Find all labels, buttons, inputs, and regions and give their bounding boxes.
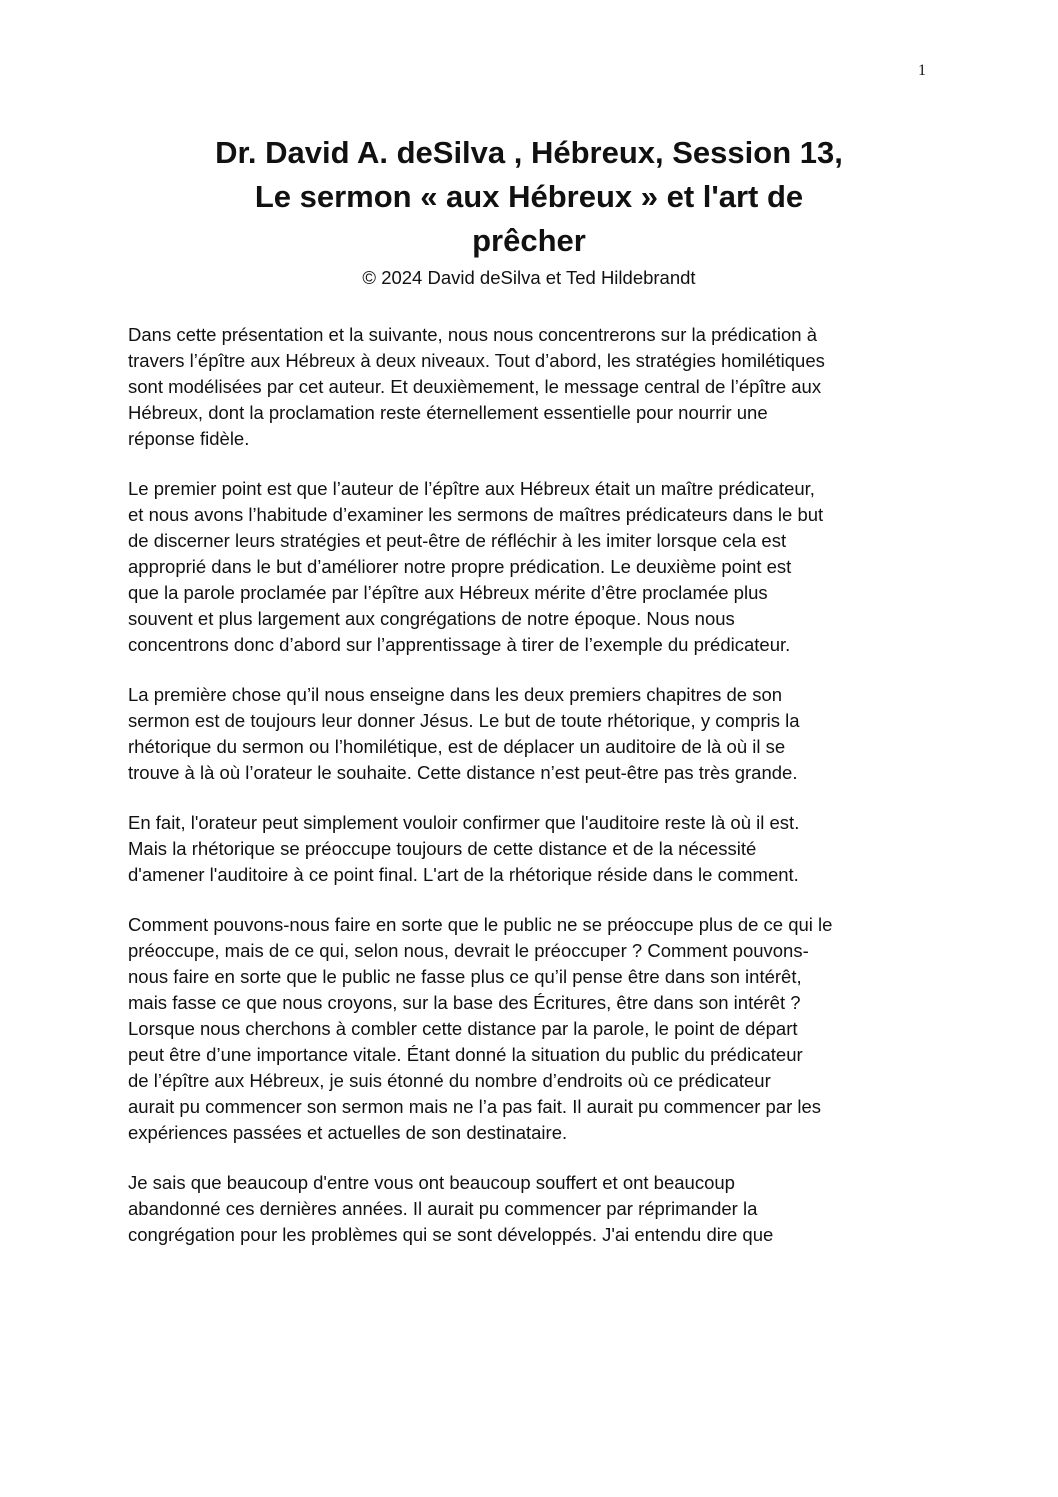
text-line: travers l’épître aux Hébreux à deux niveaux. Tout d’abord, les stratégies homilétiques [128, 350, 825, 371]
text-line: peut être d’une importance vitale. Étant donné la situation du public du prédicateur [128, 1044, 803, 1065]
document-title-line-2: Le sermon « aux Hébreux » et l'art de [254, 179, 804, 214]
text-line: concentrons donc d’abord sur l’apprentissage à tirer de l’exemple du prédicateur. [128, 634, 791, 655]
paragraph-6 [128, 1170, 940, 1248]
text-line: que la parole proclamée par l’épître aux Hébreux mérite d’être proclamée plus [128, 582, 768, 603]
document-title-line-3: prêcher [472, 223, 586, 258]
text-line: mais fasse ce que nous croyons, sur la base des Écritures, être dans son intérêt ? [128, 992, 801, 1013]
text-line: abandonné ces dernières années. Il aurait pu commencer par réprimander la [128, 1198, 758, 1219]
text-line: Lorsque nous cherchons à combler cette distance par la parole, le point de départ [128, 1018, 798, 1039]
page-number: 1 [918, 62, 926, 79]
text-line: Le premier point est que l’auteur de l’épître aux Hébreux était un maître prédicateur, [128, 478, 815, 499]
text-line: Mais la rhétorique se préoccupe toujours de cette distance et de la nécessité [128, 838, 757, 859]
text-line: Hébreux, dont la proclamation reste éternellement essentielle pour nourrir une [128, 402, 768, 423]
text-line: nous faire en sorte que le public ne fasse plus ce qu’il pense être dans son intérêt, [128, 966, 802, 987]
text-line: aurait pu commencer son sermon mais ne l’a pas fait. Il aurait pu commencer par les [128, 1096, 822, 1117]
text-line: expériences passées et actuelles de son destinataire. [128, 1122, 568, 1143]
copyright-notice: © 2024 David deSilva et Ted Hildebrandt [362, 267, 696, 288]
text-line: d'amener l'auditoire à ce point final. L'art de la rhétorique réside dans le comment. [128, 864, 799, 885]
text-line: Comment pouvons-nous faire en sorte que le public ne se préoccupe plus de ce qui le [128, 914, 833, 935]
text-line: congrégation pour les problèmes qui se sont développés. J'ai entendu dire que [128, 1224, 774, 1245]
text-line: réponse fidèle. [128, 428, 250, 449]
text-line: sermon est de toujours leur donner Jésus. Le but de toute rhétorique, y compris la [128, 710, 800, 731]
text-line: préoccupe, mais de ce qui, selon nous, devrait le préoccuper ? Comment pouvons- [128, 940, 809, 961]
text-line: et nous avons l’habitude d’examiner les sermons de maîtres prédicateurs dans le but [128, 504, 824, 525]
text-line: La première chose qu’il nous enseigne dans les deux premiers chapitres de son [128, 684, 783, 705]
text-line: trouve à là où l’orateur le souhaite. Cette distance n’est peut-être pas très grande. [128, 762, 798, 783]
text-line: souvent et plus largement aux congrégations de notre époque. Nous nous [128, 608, 735, 629]
text-line: En fait, l'orateur peut simplement vouloir confirmer que l'auditoire reste là où il est. [128, 812, 800, 833]
text-line: Je sais que beaucoup d'entre vous ont beaucoup souffert et ont beaucoup [128, 1172, 735, 1193]
text-line: sont modélisées par cet auteur. Et deuxièmement, le message central de l’épître aux [128, 376, 822, 397]
document-title-line-1: Dr. David A. deSilva , Hébreux, Session 13, [215, 135, 843, 170]
body-text [128, 322, 940, 1272]
text-line: de l’épître aux Hébreux, je suis étonné du nombre d’endroits où ce prédicateur [128, 1070, 771, 1091]
paragraph-2 [128, 476, 940, 658]
paragraph-4 [128, 810, 940, 888]
text-line: rhétorique du sermon ou l’homilétique, est de déplacer un auditoire de là où il se [128, 736, 786, 757]
text-line: Dans cette présentation et la suivante, nous nous concentrerons sur la prédication à [128, 324, 818, 345]
paragraph-5 [128, 912, 940, 1146]
title-block [128, 131, 930, 291]
text-line: de discerner leurs stratégies et peut-être de réfléchir à les imiter lorsque cela est [128, 530, 787, 551]
text-line: approprié dans le but d’améliorer notre propre prédication. Le deuxième point est [128, 556, 792, 577]
paragraph-3 [128, 682, 940, 786]
paragraph-1 [128, 322, 940, 452]
